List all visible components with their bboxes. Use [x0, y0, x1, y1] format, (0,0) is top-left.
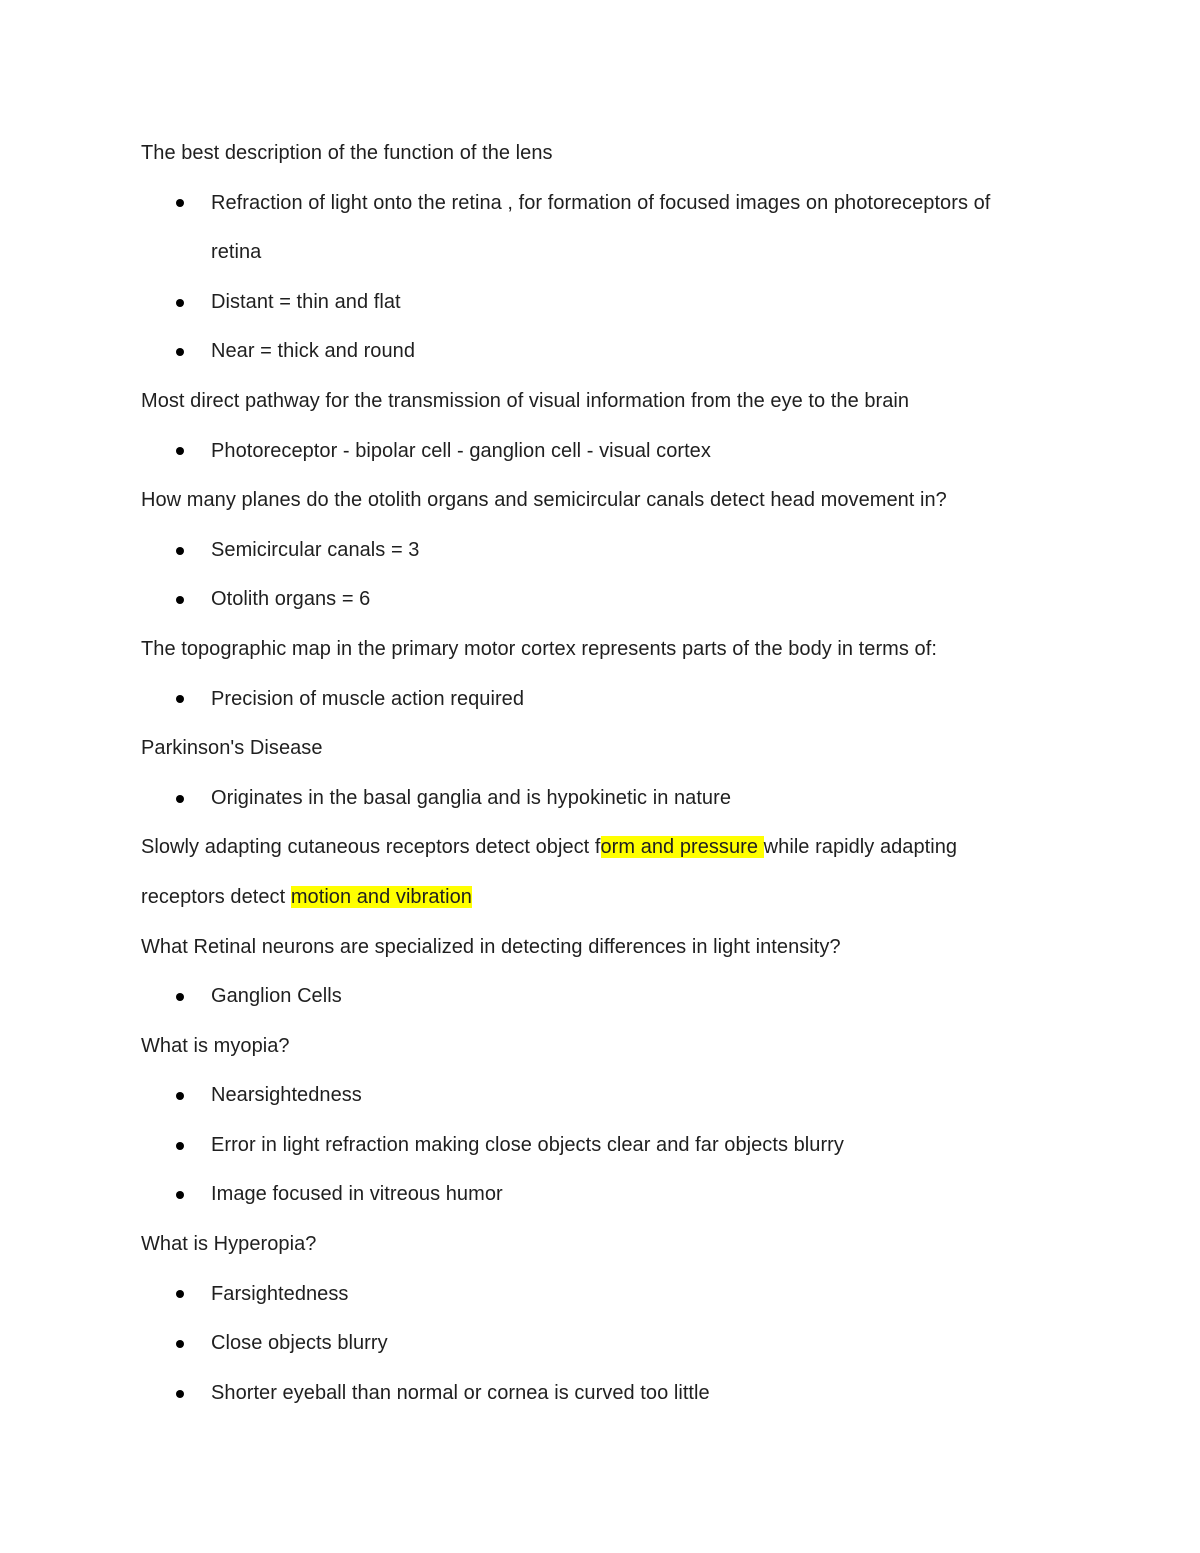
list-item — [141, 1319, 1061, 1369]
statement-text: Slowly adapting cutaneous receptors detect object f — [141, 836, 601, 859]
bullet-icon — [176, 447, 184, 455]
list-item-continuation: retina — [211, 241, 262, 264]
highlighted-text: orm and pressure — [600, 836, 764, 859]
list-item — [141, 972, 1061, 1022]
bullet-icon — [176, 547, 184, 555]
document-page — [141, 129, 1061, 1418]
list-item-text: Originates in the basal ganglia and is hypokinetic in nature — [211, 786, 731, 809]
list-item-text: Farsightedness — [211, 1282, 349, 1305]
statement-text: receptors detect — [141, 885, 291, 908]
bullet-icon — [176, 1290, 184, 1298]
bullet-icon — [176, 695, 184, 703]
list-item-text: Nearsightedness — [211, 1084, 362, 1107]
list-item — [141, 278, 1061, 328]
list-item — [141, 774, 1061, 824]
question-head-movement-planes: How many planes do the otolith organs and semicircular canals detect head movement in? — [141, 489, 947, 512]
list-item — [141, 1170, 1061, 1220]
list-item — [141, 1071, 1061, 1121]
list-item-text: Ganglion Cells — [211, 985, 342, 1008]
question-myopia: What is myopia? — [141, 1034, 290, 1057]
list-item — [141, 575, 1061, 625]
statement-text: while rapidly adapting — [763, 836, 958, 859]
question-retinal-neurons: What Retinal neurons are specialized in detecting differences in light intensity? — [141, 935, 841, 958]
bullet-icon — [176, 199, 184, 207]
statement-cutaneous-receptors — [141, 823, 1061, 873]
question-lens-function: The best description of the function of the lens — [141, 142, 553, 164]
bullet-icon — [176, 299, 184, 307]
list-item-text: Photoreceptor - bipolar cell - ganglion cell - visual cortex — [211, 439, 711, 462]
list-item — [141, 327, 1061, 377]
list-item-text: Semicircular canals = 3 — [211, 538, 420, 561]
question-hyperopia: What is Hyperopia? — [141, 1233, 317, 1256]
list-item — [141, 675, 1061, 725]
question-visual-pathway: Most direct pathway for the transmission of visual information from the eye to the brain — [141, 389, 910, 412]
list-item — [141, 526, 1061, 576]
question-parkinsons: Parkinson's Disease — [141, 737, 323, 760]
list-item-text: Error in light refraction making close objects clear and far objects blurry — [211, 1133, 844, 1156]
statement-cutaneous-receptors-continued — [141, 873, 1061, 923]
bullet-icon — [176, 795, 184, 803]
bullet-icon — [176, 348, 184, 356]
bullet-icon — [176, 1142, 184, 1150]
list-item — [141, 1369, 1061, 1419]
list-item-text: Refraction of light onto the retina , for formation of focused images on photoreceptors of — [211, 191, 991, 214]
list-item-text: Shorter eyeball than normal or cornea is curved too little — [211, 1381, 710, 1404]
list-item-text: Image focused in vitreous humor — [211, 1183, 503, 1206]
list-item — [141, 1121, 1061, 1171]
question-topographic-map: The topographic map in the primary motor cortex represents parts of the body in terms of: — [141, 637, 937, 660]
bullet-icon — [176, 1092, 184, 1100]
list-item — [141, 1270, 1061, 1320]
list-item-text: Close objects blurry — [211, 1332, 388, 1355]
bullet-icon — [176, 1191, 184, 1199]
list-item — [141, 427, 1061, 477]
bullet-icon — [176, 1340, 184, 1348]
list-item-text: Otolith organs = 6 — [211, 588, 371, 611]
bullet-icon — [176, 993, 184, 1001]
list-item-text: Near = thick and round — [211, 340, 416, 363]
highlighted-text: motion and vibration — [290, 885, 472, 908]
bullet-icon — [176, 596, 184, 604]
bullet-icon — [176, 1390, 184, 1398]
list-item-text: Distant = thin and flat — [211, 290, 401, 313]
list-item — [141, 179, 1061, 229]
list-item-text: Precision of muscle action required — [211, 687, 525, 710]
